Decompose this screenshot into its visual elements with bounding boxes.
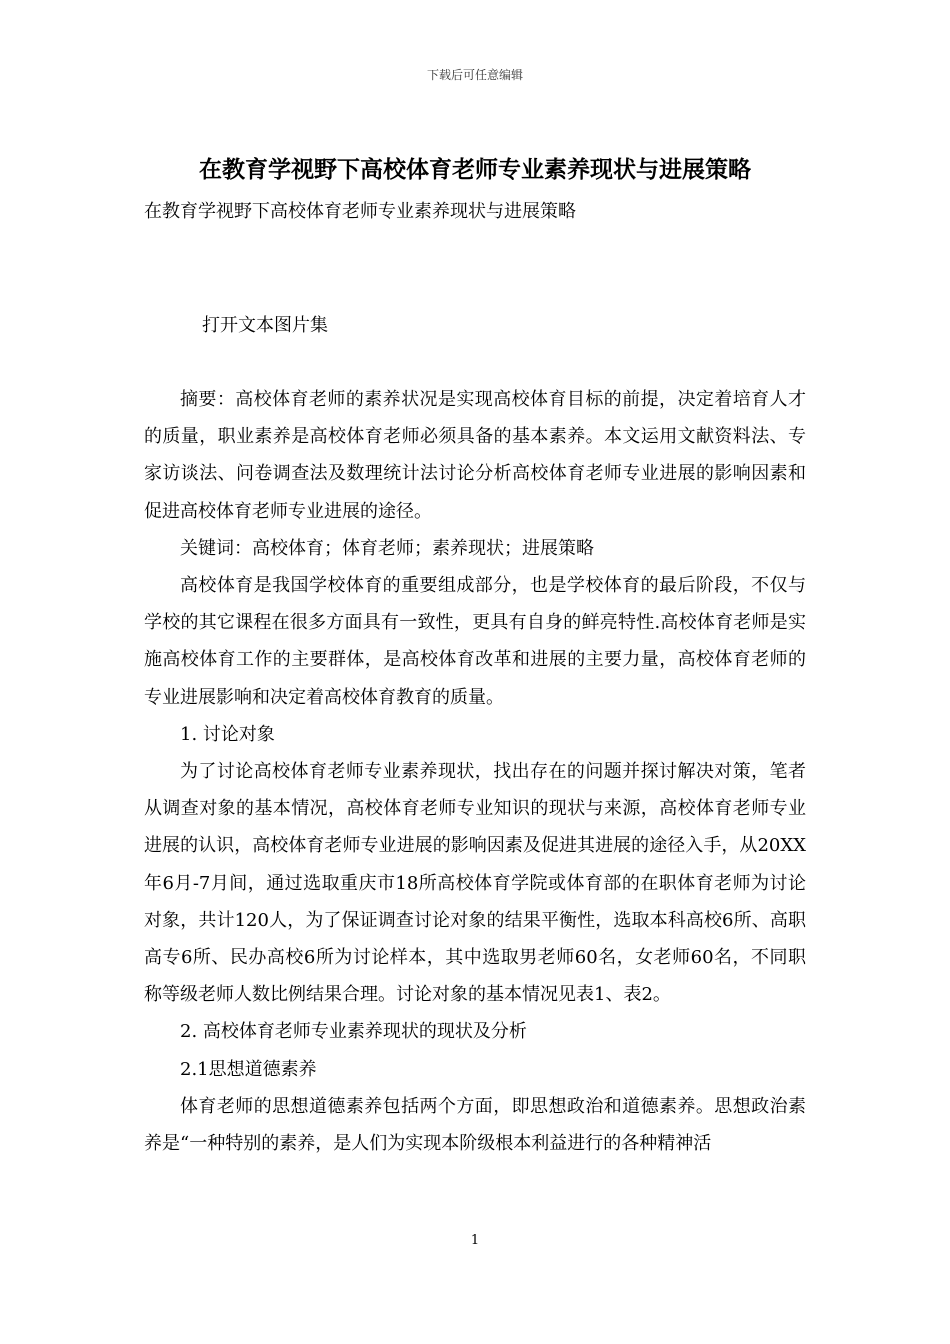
open-image-gallery-link[interactable]: 打开文本图片集 [202, 315, 328, 336]
section-heading-2: 2. 高校体育老师专业素养现状的现状及分析 [180, 1021, 527, 1043]
download-note: 下载后可任意编辑 [426, 68, 523, 82]
page-number: 1 [470, 1233, 480, 1248]
subsection-2-1-paragraph: 体育老师的思想道德素养包括两个方面，即思想政治和道德素养。思想政治素养是“一种特别的素养，是人们为实现本阶级根本利益进行的各种精神活 [144, 1095, 806, 1155]
document-body [144, 381, 806, 1162]
subsection-heading-2-1: 2.1思想道德素养 [180, 1058, 317, 1080]
section-heading-1: 1. 讨论对象 [180, 723, 275, 745]
section-1-paragraph: 为了讨论高校体育老师专业素养现状，找出存在的问题并探讨解决对策，笔者从调查对象的基本情况，高校体育老师专业知识的现状与来源，高校体育老师专业进展的认识，高校体育老师专业进展的影响因素及促进其进展的途径入手，从20XX年6月-7月间，通过选取重庆市18所高校体育学院或体育部的在职体育老师为讨论对象，共计120人，为了保证调查讨论对象的结果平衡性，选取本科高校6所、高职高专6所、民办高校6所为讨论样本，其中选取男老师60名，女老师60名，不同职称等级老师人数比例结果合理。讨论对象的基本情况见表1、表2。 [144, 761, 806, 1006]
abstract-paragraph: 摘要：高校体育老师的素养状况是实现高校体育目标的前提，决定着培育人才的质量，职业素养是高校体育老师必须具备的基本素养。本文运用文献资料法、专家访谈法、问卷调查法及数理统计法讨论分析高校体育老师专业进展的影响因素和促进高校体育老师专业进展的途径。 [144, 389, 806, 522]
intro-paragraph: 高校体育是我国学校体育的重要组成部分，也是学校体育的最后阶段，不仅与学校的其它课程在很多方面具有一致性，更具有自身的鲜亮特性.高校体育老师是实施高校体育工作的主要群体，是高校体育改革和进展的主要力量，高校体育老师的专业进展影响和决定着高校体育教育的质量。 [144, 575, 806, 708]
keywords-paragraph: 关键词：高校体育；体育老师；素养现状；进展策略 [180, 537, 594, 559]
document-title: 在教育学视野下高校体育老师专业素养现状与进展策略 [199, 156, 751, 183]
document-subtitle: 在教育学视野下高校体育老师专业素养现状与进展策略 [144, 201, 576, 222]
